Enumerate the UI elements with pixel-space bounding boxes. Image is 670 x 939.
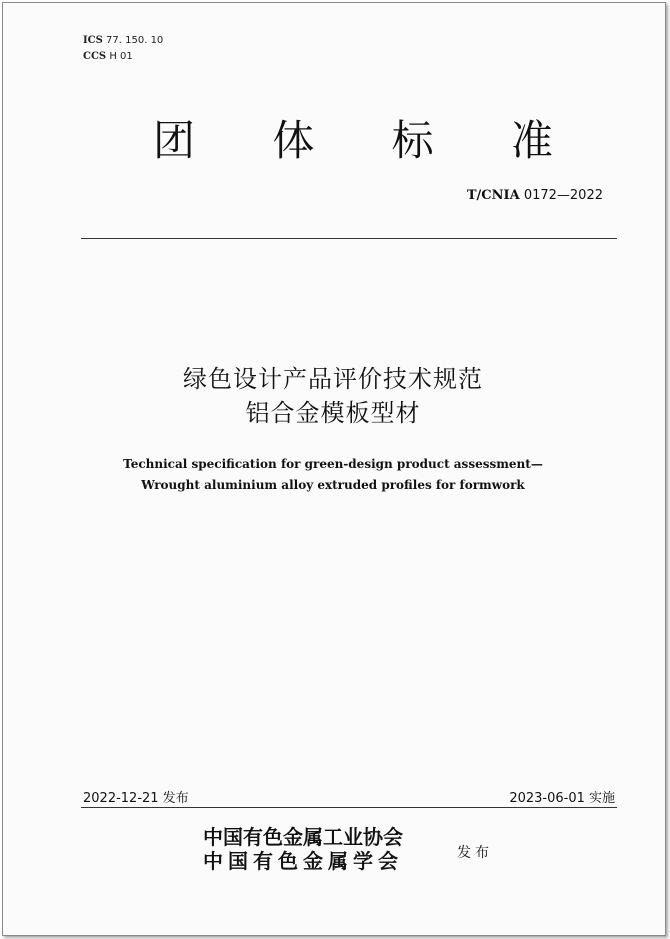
bottom-divider: [81, 807, 617, 808]
standard-type-heading: [153, 111, 553, 171]
title-en-line-2: Wrought aluminium alloy extruded profiles for formwork: [141, 478, 525, 492]
standard-number-value: 0172—2022: [523, 188, 603, 203]
implementation-date: 2023-06-01 实施: [509, 791, 615, 806]
publish-label: 发布: [457, 845, 493, 861]
issue-date: 2022-12-21 发布: [83, 791, 189, 806]
document-cover: [2, 2, 666, 936]
standard-type-char: 团: [153, 116, 196, 165]
standard-type-char: 体: [272, 116, 315, 165]
standard-type-char: 准: [510, 116, 553, 165]
title-en-line-1: Technical specification for green-design product assessment—: [123, 457, 543, 471]
standard-type-char: 标: [391, 116, 434, 165]
publisher-org-1: 中国有色金属工业协会: [203, 825, 403, 849]
top-divider: [81, 238, 617, 239]
ics-code: ICS 77. 150. 10: [83, 35, 164, 46]
standard-number-prefix: T/CNIA: [466, 188, 520, 203]
classification-codes: [83, 33, 163, 65]
ccs-code: CCS H 01: [83, 51, 133, 62]
title-cn-line-2: 铝合金模板型材: [245, 399, 421, 427]
standard-number: [467, 188, 603, 203]
publisher-org-2: 中国有色金属学会: [203, 849, 403, 873]
publisher-organizations: [203, 825, 403, 873]
title-cn-line-1: 绿色设计产品评价技术规范: [183, 365, 483, 393]
